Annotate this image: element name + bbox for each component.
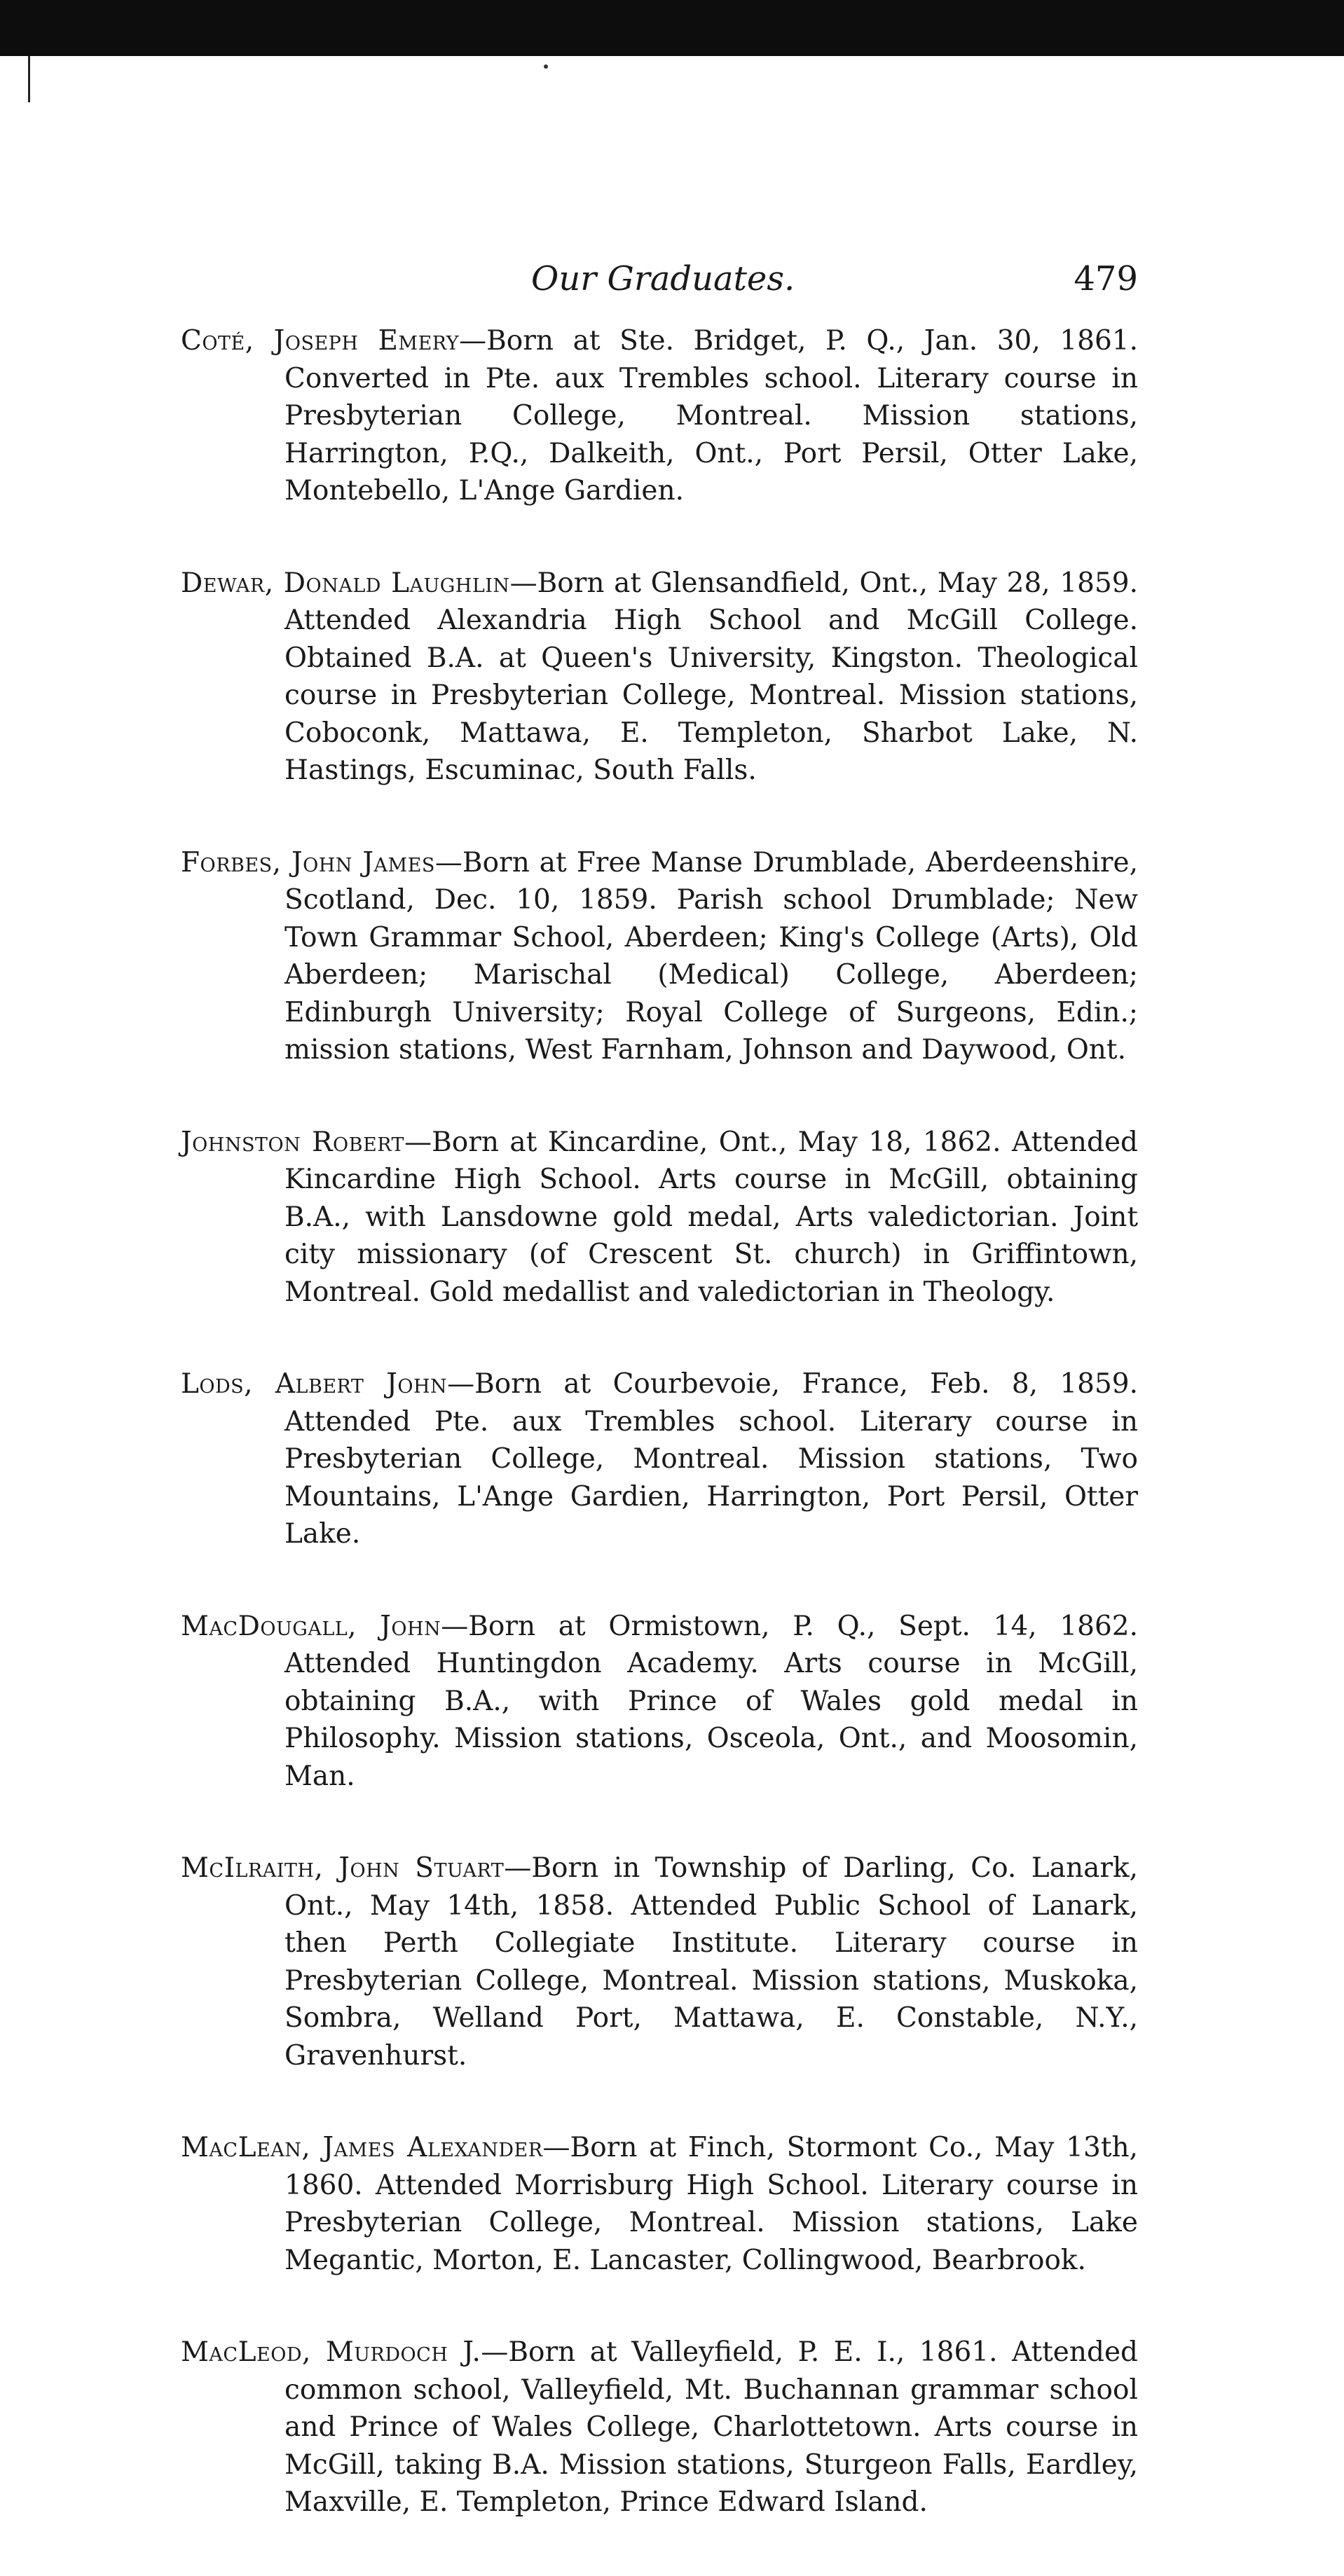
graduate-name: Dewar, Donald Laughlin [181, 567, 510, 599]
graduate-biography: —Born at Courbevoie, France, Feb. 8, 1859. Attended Pte. aux Trembles school. Literary course in Presbyterian College, Montreal. Mission stations, Two Mountains, L'Ange Gardien, Harrington, Port Persil, Otter Lake. [284, 1368, 1138, 1550]
graduate-entry [181, 2129, 1138, 2279]
graduate-name: Coté, Joseph Emery [181, 325, 460, 357]
graduate-biography: —Born at Kincardine, Ont., May 18, 1862. Attended Kincardine High School. Arts course in McGill, obtaining B.A., with Lansdowne gold medal, Arts valedictorian. Joint city missionary (of Crescent St. church) in Griffintown, Montreal. Gold medallist and valedictorian in Theology. [284, 1126, 1138, 1308]
graduate-entry [181, 565, 1138, 790]
page-number: 479 [1074, 259, 1138, 298]
graduate-entry [181, 844, 1138, 1069]
graduate-name: MacLean, James Alexander [181, 2132, 543, 2163]
graduate-entries [181, 322, 1138, 2576]
running-title: Our Graduates. [531, 259, 795, 298]
graduate-entry [181, 1850, 1138, 2074]
graduate-name: MacDougall, John [181, 1610, 441, 1642]
graduate-name: Lods, Albert John [181, 1368, 448, 1400]
scan-border-bar [0, 0, 1344, 56]
graduate-name: Forbes, John James [181, 846, 435, 879]
graduate-entry [181, 322, 1138, 510]
graduate-name: MacLeod, Murdoch J. [181, 2336, 481, 2368]
graduate-name: Johnston Robert [181, 1126, 405, 1158]
graduate-biography: —Born in Township of Darling, Co. Lanark, Ont., May 14th, 1858. Attended Public School of Lanark, then Perth Collegiate Institute. Literary course in Presbyterian College, Montreal. Mission stations, Muskoka, Sombra, Welland Port, Mattawa, E. Constable, N.Y., Gravenhurst. [284, 1852, 1138, 2072]
graduate-biography: —Born at Glensandfield, Ont., May 28, 1859. Attended Alexandria High School and McGill College. Obtained B.A. at Queen's University, Kingston. Theological course in Presbyterian College, Montreal. Mission stations, Coboconk, Mattawa, E. Templeton, Sharbot Lake, N. Hastings, Escuminac, South Falls. [284, 567, 1138, 786]
graduate-entry [181, 1608, 1138, 1796]
graduate-biography: —Born at Free Manse Drumblade, Aberdeenshire, Scotland, Dec. 10, 1859. Parish school Drumblade; New Town Grammar School, Aberdeen; King's College (Arts), Old Aberdeen; Marischal (Medical) College, Aberdeen; Edinburgh University; Royal College of Surgeons, Edin.; mission stations, West Farnham, Johnson and Daywood, Ont. [284, 846, 1138, 1066]
graduate-biography: —Born at Valleyfield, P. E. I., 1861. Attended common school, Valleyfield, Mt. Buchannan grammar school and Prince of Wales College, Charlottetown. Arts course in McGill, taking B.A. Mission stations, Sturgeon Falls, Eardley, Maxville, E. Templeton, Prince Edward Island. [284, 2336, 1138, 2518]
scan-margin-mark [28, 56, 30, 102]
graduate-entry [181, 1365, 1138, 1553]
page-header [181, 258, 1138, 300]
graduate-biography: —Born at Ste. Bridget, P. Q., Jan. 30, 1861. Converted in Pte. aux Trembles school. Literary course in Presbyterian College, Montreal. Mission stations, Harrington, P.Q., Dalkeith, Ont., Port Persil, Otter Lake, Montebello, L'Ange Gardien. [284, 325, 1138, 507]
scan-dust-mark [544, 64, 548, 69]
graduate-name: McIlraith, John Stuart [181, 1852, 505, 1884]
graduate-biography: —Born at Finch, Stormont Co., May 13th, 1860. Attended Morrisburg High School. Literary course in Presbyterian College, Montreal. Mission stations, Lake Megantic, Morton, E. Lancaster, Collingwood, Bearbrook. [284, 2132, 1138, 2276]
graduate-entry [181, 2334, 1138, 2521]
graduate-entry [181, 1124, 1138, 1311]
graduate-biography: —Born at Ormistown, P. Q., Sept. 14, 1862. Attended Huntingdon Academy. Arts course in McGill, obtaining B.A., with Prince of Wales gold medal in Philosophy. Mission stations, Osceola, Ont., and Moosomin, Man. [284, 1610, 1138, 1792]
